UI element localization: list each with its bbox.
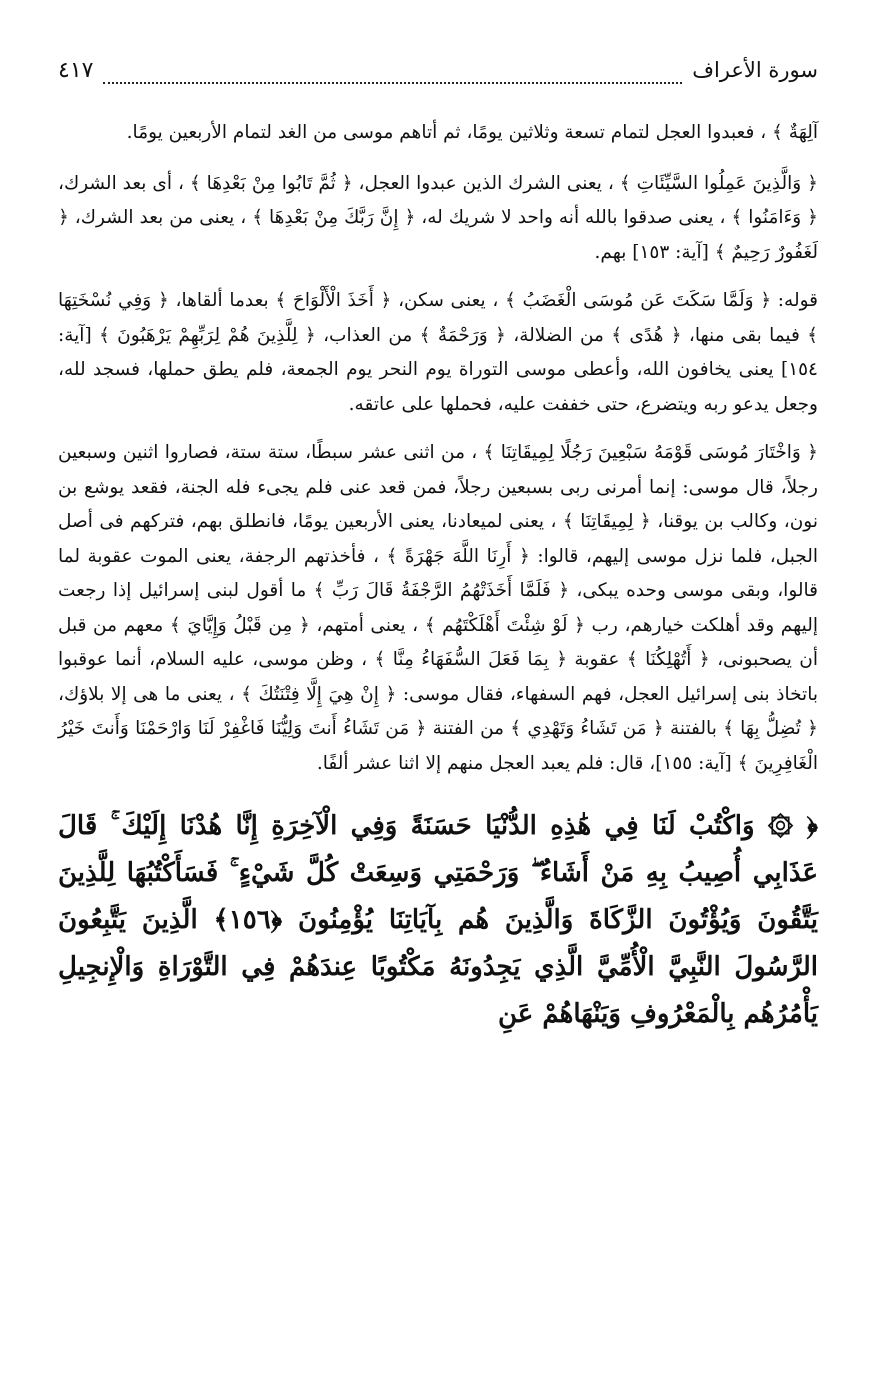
paragraph-1: آلِهَةٌ ﴾ ، فعبدوا العجل لتمام تسعة وثلاثين يومًا، ثم أتاهم موسى من الغد لتمام الأربعين يومًا. [126, 122, 818, 143]
page-header [58, 58, 818, 94]
quran-verse-block: ﴿ ۞ وَاكْتُبْ لَنَا فِي هَٰذِهِ الدُّنْيَا حَسَنَةً وَفِي الْآخِرَةِ إِنَّا هُدْنَا إِلَيْكَ ۚ قَالَ عَذَابِي أُصِيبُ بِهِ مَنْ أَشَاءُ ۖ وَرَحْمَتِي وَسِعَتْ كُلَّ شَيْءٍ ۚ فَسَأَكْتُبُهَا لِلَّذِينَ يَتَّقُونَ وَيُؤْتُونَ الزَّكَاةَ وَالَّذِينَ هُم بِآيَاتِنَا يُؤْمِنُونَ ﴿١٥٦﴾ الَّذِينَ يَتَّبِعُونَ الرَّسُولَ النَّبِيَّ الْأُمِّيَّ الَّذِي يَجِدُونَهُ مَكْتُوبًا عِندَهُمْ فِي التَّوْرَاةِ وَالْإِنجِيلِ يَأْمُرُهُم بِالْمَعْرُوفِ وَيَنْهَاهُمْ عَنِ [58, 811, 819, 1029]
paragraph-3: قوله: ﴿ وَلَمَّا سَكَتَ عَن مُوسَى الْغَضَبُ ﴾ ، يعنى سكن، ﴿ أَخَذَ الْأَلْوَاحَ ﴾ بعدما ألقاها، ﴿ وَفِي نُسْخَتِهَا ﴾ فيما بقى منها، ﴿ هُدًى ﴾ من الضلالة، ﴿ وَرَحْمَةٌ ﴾ من العذاب، ﴿ لِلَّذِينَ هُمْ لِرَبِّهِمْ يَرْهَبُونَ ﴾ [آية: ١٥٤] يعنى يخافون الله، وأعطى موسى التوراة يوم النحر يوم الجمعة، فلم يطق حملها، فسجد لله، وجعل يدعو ربه ويتضرع، حتى خففت عليه، فحملها على عاتقه. [58, 290, 818, 415]
paragraph-4: ﴿ وَاخْتَارَ مُوسَى قَوْمَهُ سَبْعِينَ رَجُلًا لِمِيقَاتِنَا ﴾ ، من اثنى عشر سبطًا، ستة ستة، فصاروا اثنين وسبعين رجلاً، قال موسى: إنما أمرنى ربى بسبعين رجلاً، فمن قعد عنى فلم يجىء فله الجنة، فقعد يوشع بن نون، وكالب بن يوقنا، ﴿ لِمِيقَاتِنَا ﴾ ، يعنى لميعادنا، يعنى الأربعين يومًا، فانطلق بهم، فتركهم فى أصل الجبل، فلما نزل موسى إليهم، قالوا: ﴿ أَرِنَا اللَّهَ جَهْرَةً ﴾ ، فأخذتهم الرجفة، يعنى الموت عقوبة لما قالوا، وبقى موسى وحده يبكى، ﴿ فَلَمَّا أَخَذَتْهُمُ الرَّجْفَةُ قَالَ رَبِّ ﴾ ما أقول لبنى إسرائيل إذا رجعت إليهم وقد أهلكت خيارهم، رب ﴿ لَوْ شِئْتَ أَهْلَكْتَهُم ﴾ ، يعنى أمتهم، ﴿ مِن قَبْلُ وَإِيَّايَ ﴾ معهم من قبل أن يصحبونى، ﴿ أَتُهْلِكُنَا ﴾ عقوبة ﴿ بِمَا فَعَلَ السُّفَهَاءُ مِنَّا ﴾ ، وظن موسى، عليه السلام، أنما عوقبوا باتخاذ بنى إسرائيل العجل، فهم السفهاء، فقال موسى: ﴿ إِنْ هِيَ إِلَّا فِتْنَتُكَ ﴾ ، يعنى ما هى إلا بلاؤك، ﴿ تُضِلُّ بِهَا ﴾ بالفتنة ﴿ مَن تَشَاءُ وَتَهْدِي ﴾ من الفتنة ﴿ مَن تَشَاءُ أَنتَ وَلِيُّنَا فَاغْفِرْ لَنَا وَارْحَمْنَا وَأَنتَ خَيْرُ الْغَافِرِينَ ﴾ [آية: ١٥٥]، قال: فلم يعبد العجل منهم إلا اثنا عشر ألفًا. [58, 442, 819, 774]
header-dotted-leader [103, 68, 682, 84]
surah-title: سورة الأعراف [692, 58, 818, 82]
paragraph-2: ﴿ وَالَّذِينَ عَمِلُوا السَّيِّئَاتِ ﴾ ، يعنى الشرك الذين عبدوا العجل، ﴿ ثُمَّ تَابُوا مِنْ بَعْدِهَا ﴾ ، أى بعد الشرك، ﴿ وَءَامَنُوا ﴾ ، يعنى صدقوا بالله أنه واحد لا شريك له، ﴿ إِنَّ رَبَّكَ مِنْ بَعْدِهَا ﴾ ، يعنى من بعد الشرك، ﴿ لَغَفُورٌ رَحِيمٌ ﴾ [آية: ١٥٣] بهم. [58, 172, 818, 263]
page-number: ٤١٧ [58, 58, 94, 83]
document-page [58, 58, 818, 1064]
